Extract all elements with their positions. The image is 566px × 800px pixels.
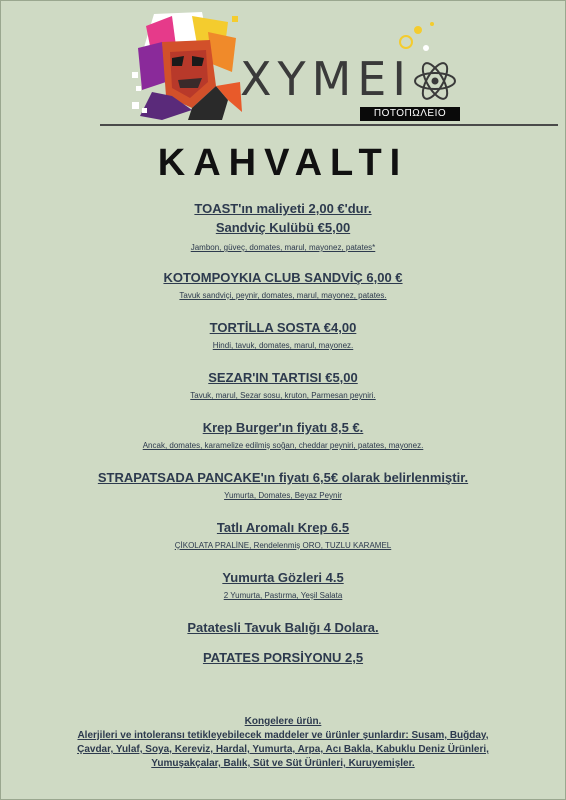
logo-subtitle: ΠΟΤΟΠΩΛΕΙΟ <box>360 107 460 121</box>
menu-item-name: Krep Burger'ın fiyatı 8,5 €. <box>202 420 364 435</box>
page-title: KAHVALTI <box>157 142 409 184</box>
allergen-footer <box>60 715 506 771</box>
toast-price-note: TOAST'ın maliyeti 2,00 €'dur. <box>194 201 372 216</box>
logo-wordmark: XYMEI <box>240 52 412 106</box>
menu-item-description: Tavuk sandviçi, peynir, domates, marul, mayonez, patates. <box>179 291 387 300</box>
menu-item-description: Hindi, tavuk, domates, marul, mayonez. <box>212 341 354 350</box>
menu-item-name: STRAPATSADA PANCAKE'ın fiyatı 6,5€ olarak belirlenmiştir. <box>97 470 469 485</box>
footer-line-frozen: Kongelere ürün. <box>244 716 322 727</box>
bubbles-icon <box>396 18 446 58</box>
menu-item-name: PATATES PORSİYONU 2,5 <box>202 650 364 665</box>
menu-item-description: ÇİKOLATA PRALİNE, Rendelenmiş ORO, TUZLU KARAMEL <box>174 541 392 550</box>
menu-item-name: Yumurta Gözleri 4.5 <box>222 570 344 585</box>
menu-item <box>0 420 566 470</box>
menu-item-name: KOTOMPOYKIA CLUB SANDVİÇ 6,00 € <box>163 270 403 285</box>
menu-item-name: SEZAR'IN TARTISI €5,00 <box>208 370 358 385</box>
menu-item <box>0 220 566 270</box>
menu-item <box>0 320 566 370</box>
menu-item-name: Tatlı Aromalı Krep 6.5 <box>216 520 350 535</box>
einstein-portrait-logo <box>132 12 244 120</box>
menu-item-name: Patatesli Tavuk Balığı 4 Dolara. <box>187 620 379 635</box>
menu-item-description: Tavuk, marul, Sezar sosu, kruton, Parmesan peyniri. <box>190 391 376 400</box>
header <box>0 0 566 126</box>
menu-item <box>0 520 566 570</box>
atom-icon <box>412 58 458 104</box>
footer-line-allergens: Alerjileri ve intoleransı tetikleyebilecek maddeler ve ürünler şunlardır: Susam, Buğday, Çavdar, Yulaf, Soya, Kereviz, Hardal, Yumurta, Arpa, Acı Bakla, Kabuklu Deniz Ürünleri, Yumuşakçalar, Balık, Süt ve Süt Ürünleri, Kuruyemişler. <box>77 730 489 769</box>
menu-list <box>0 201 566 680</box>
menu-item <box>0 620 566 650</box>
menu-item <box>0 470 566 520</box>
menu-item-description: Yumurta, Domates, Beyaz Peynir <box>224 491 342 500</box>
header-divider <box>100 124 558 126</box>
menu-item-description: 2 Yumurta, Pastırma, Yeşil Salata <box>223 591 343 600</box>
menu-item <box>0 570 566 620</box>
menu-item-name: Sandviç Kulübü €5,00 <box>215 220 351 235</box>
menu-item-description: Jambon, güveç, domates, marul, mayonez, patates* <box>190 243 376 252</box>
menu-item-name: TORTİLLA SOSTA €4,00 <box>209 320 357 335</box>
menu-item-description: Ancak, domates, karamelize edilmiş soğan, cheddar peyniri, patates, mayonez. <box>142 441 424 450</box>
menu-item <box>0 650 566 680</box>
menu-item <box>0 270 566 320</box>
menu-item <box>0 370 566 420</box>
